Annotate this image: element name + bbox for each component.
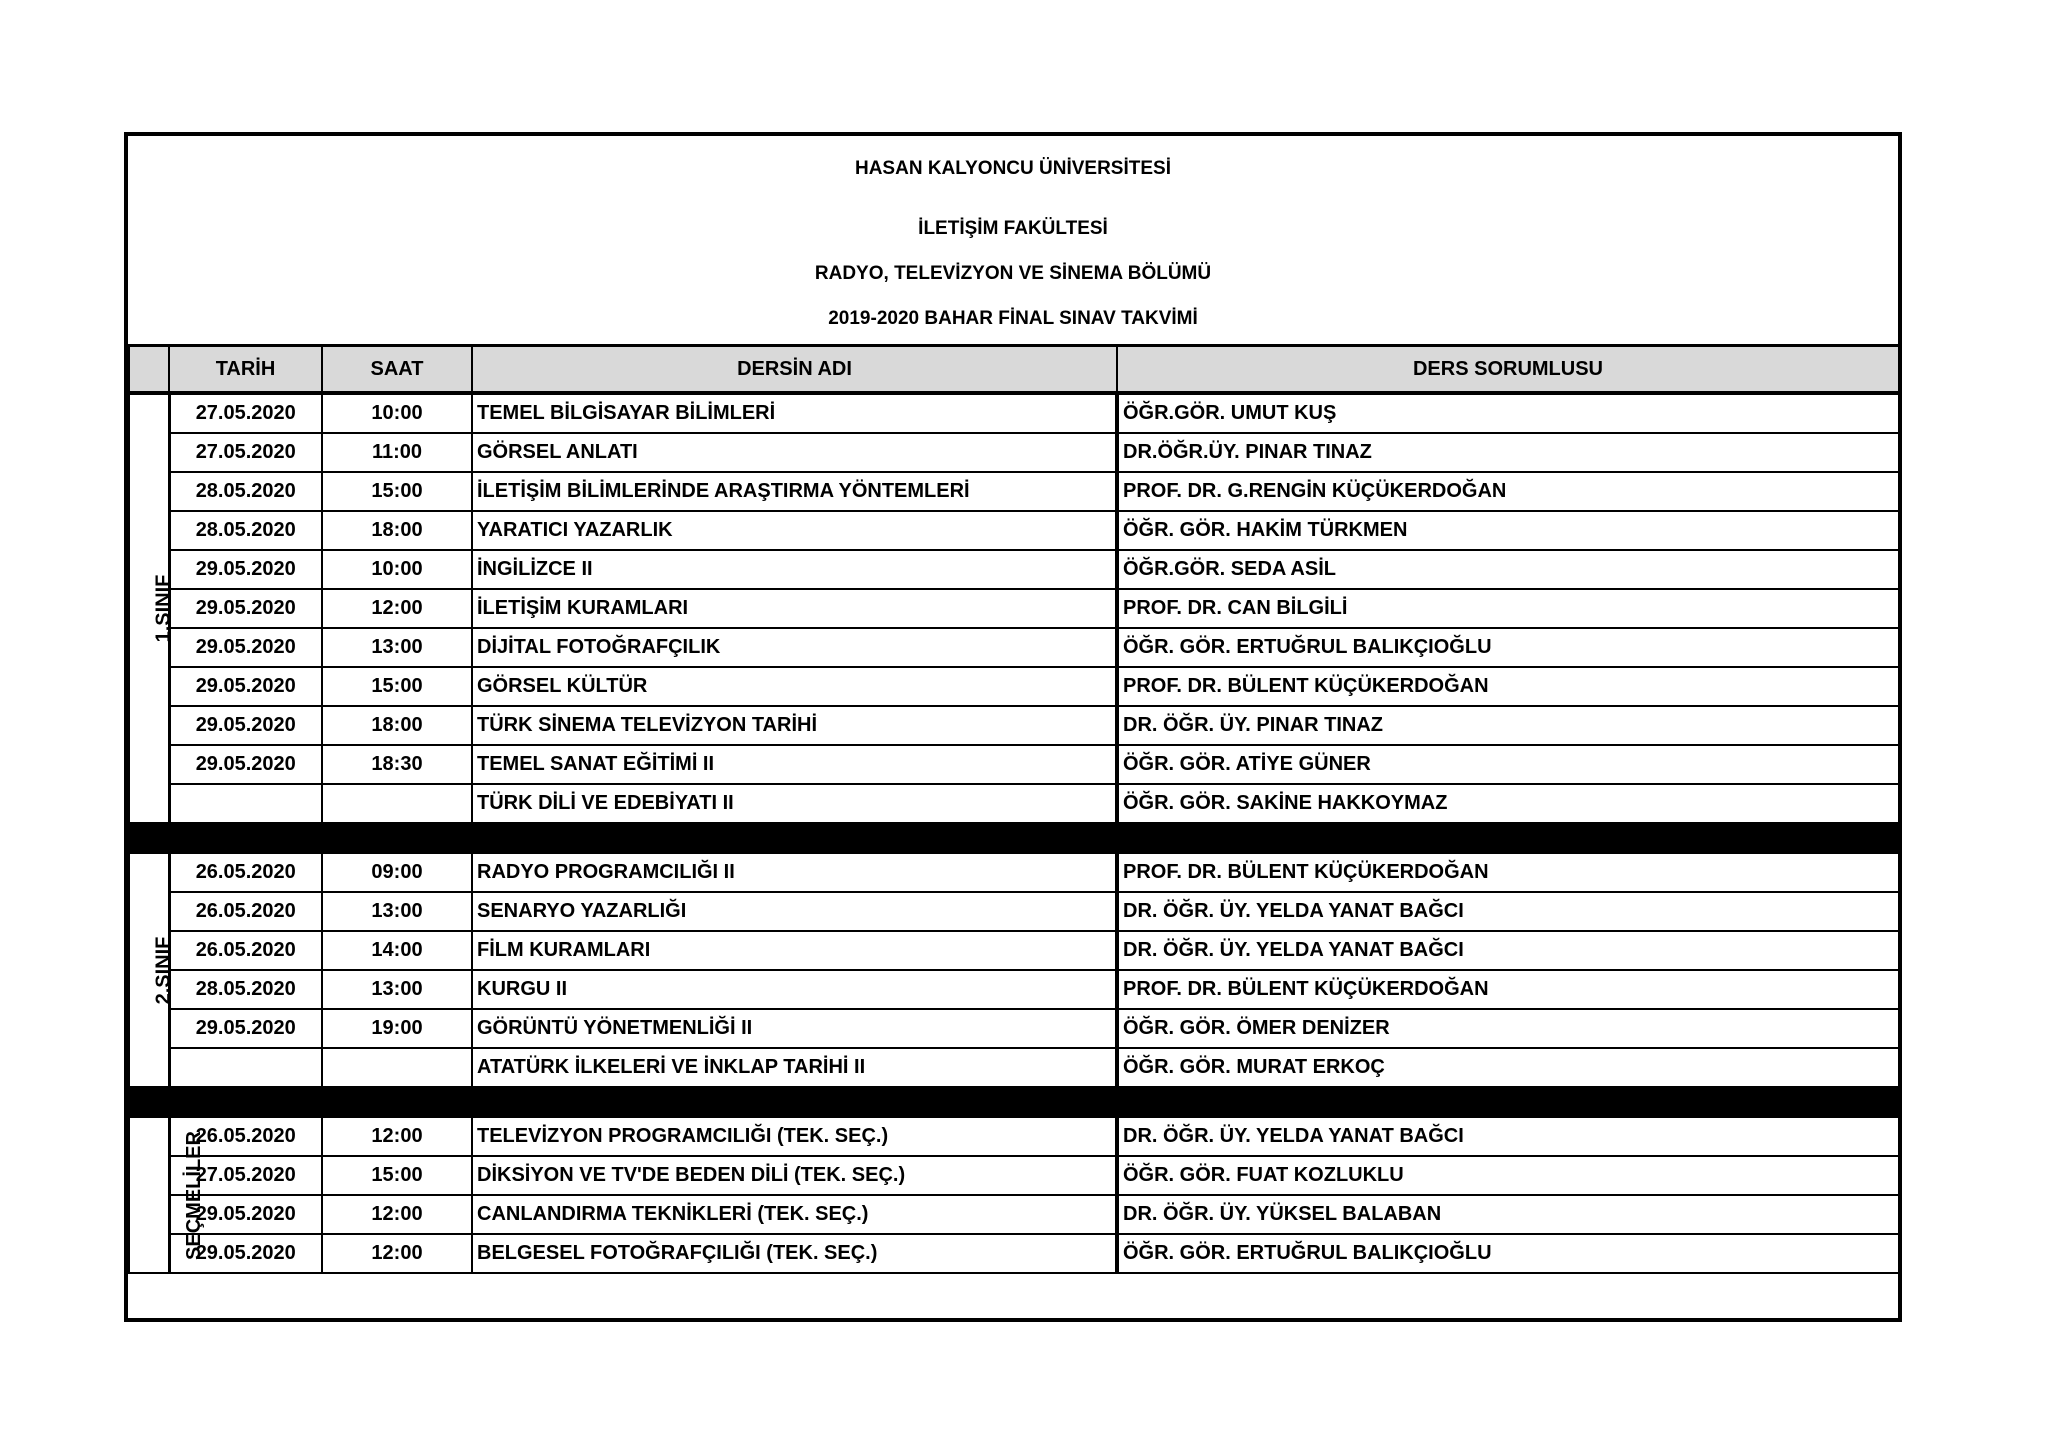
- instructor-cell: ÖĞR. GÖR. ÖMER DENİZER: [1117, 1009, 1899, 1048]
- time-cell: 12:00: [322, 589, 472, 628]
- table-row: [129, 706, 1899, 745]
- date-cell: 26.05.2020: [169, 1117, 322, 1156]
- table-row: [129, 472, 1899, 511]
- course-cell: İNGİLİZCE II: [472, 550, 1117, 589]
- column-header-time: SAAT: [322, 346, 472, 394]
- instructor-cell: DR. ÖĞR. ÜY. YELDA YANAT BAĞCI: [1117, 1117, 1899, 1156]
- time-cell: 13:00: [322, 628, 472, 667]
- course-cell: GÖRSEL KÜLTÜR: [472, 667, 1117, 706]
- time-cell: 12:00: [322, 1195, 472, 1234]
- time-cell: 15:00: [322, 472, 472, 511]
- column-header-instructor: DERS SORUMLUSU: [1117, 346, 1899, 394]
- group-label: 1.SINIF: [152, 574, 175, 643]
- date-cell: 29.05.2020: [169, 1009, 322, 1048]
- date-cell: 26.05.2020: [169, 892, 322, 931]
- instructor-cell: PROF. DR. G.RENGİN KÜÇÜKERDOĞAN: [1117, 472, 1899, 511]
- instructor-cell: DR. ÖĞR. ÜY. YELDA YANAT BAĞCI: [1117, 931, 1899, 970]
- instructor-cell: DR. ÖĞR. ÜY. YELDA YANAT BAĞCI: [1117, 892, 1899, 931]
- instructor-cell: DR. ÖĞR. ÜY. YÜKSEL BALABAN: [1117, 1195, 1899, 1234]
- column-header-course: DERSİN ADI: [472, 346, 1117, 394]
- date-cell: 28.05.2020: [169, 970, 322, 1009]
- time-cell: 18:00: [322, 706, 472, 745]
- course-cell: BELGESEL FOTOĞRAFÇILIĞI (TEK. SEÇ.): [472, 1234, 1117, 1273]
- date-cell: 29.05.2020: [169, 667, 322, 706]
- date-cell: [169, 784, 322, 823]
- time-cell: 15:00: [322, 667, 472, 706]
- course-cell: YARATICI YAZARLIK: [472, 511, 1117, 550]
- table-row: [129, 1234, 1899, 1273]
- exam-schedule-sheet: [124, 132, 1902, 1322]
- table-row: [129, 1117, 1899, 1156]
- date-cell: 26.05.2020: [169, 853, 322, 892]
- faculty-name: İLETİŞİM FAKÜLTESİ: [918, 218, 1108, 239]
- table-row: [129, 784, 1899, 823]
- time-cell: 13:00: [322, 892, 472, 931]
- instructor-cell: ÖĞR. GÖR. MURAT ERKOÇ: [1117, 1048, 1899, 1087]
- date-cell: 27.05.2020: [169, 1156, 322, 1195]
- table-row: [129, 393, 1899, 433]
- group-label-cell: [129, 1117, 205, 1273]
- time-cell: 12:00: [322, 1117, 472, 1156]
- table-row: [129, 970, 1899, 1009]
- instructor-cell: PROF. DR. CAN BİLGİLİ: [1117, 589, 1899, 628]
- time-cell: 13:00: [322, 970, 472, 1009]
- date-cell: 29.05.2020: [169, 1234, 322, 1273]
- course-cell: DİJİTAL FOTOĞRAFÇILIK: [472, 628, 1117, 667]
- table-row: [129, 589, 1899, 628]
- group-label: SEÇMELİLER: [182, 1130, 205, 1260]
- date-cell: 29.05.2020: [169, 589, 322, 628]
- separator-bar: [129, 1087, 1899, 1117]
- instructor-cell: PROF. DR. BÜLENT KÜÇÜKERDOĞAN: [1117, 667, 1899, 706]
- date-cell: 29.05.2020: [169, 550, 322, 589]
- course-cell: İLETİŞİM KURAMLARI: [472, 589, 1117, 628]
- table-row: [129, 511, 1899, 550]
- separator-bar: [129, 823, 1899, 853]
- course-cell: SENARYO YAZARLIĞI: [472, 892, 1117, 931]
- instructor-cell: DR. ÖĞR. ÜY. PINAR TINAZ: [1117, 706, 1899, 745]
- table-row: [129, 1195, 1899, 1234]
- course-cell: ATATÜRK İLKELERİ VE İNKLAP TARİHİ II: [472, 1048, 1117, 1087]
- header-row: [129, 346, 1899, 394]
- time-cell: 12:00: [322, 1234, 472, 1273]
- course-cell: İLETİŞİM BİLİMLERİNDE ARAŞTIRMA YÖNTEMLERİ: [472, 472, 1117, 511]
- instructor-cell: PROF. DR. BÜLENT KÜÇÜKERDOĞAN: [1117, 853, 1899, 892]
- time-cell: 18:30: [322, 745, 472, 784]
- date-cell: 29.05.2020: [169, 628, 322, 667]
- date-cell: 27.05.2020: [169, 433, 322, 472]
- time-cell: [322, 784, 472, 823]
- schedule-title: 2019-2020 BAHAR FİNAL SINAV TAKVİMİ: [828, 308, 1198, 329]
- course-cell: CANLANDIRMA TEKNİKLERİ (TEK. SEÇ.): [472, 1195, 1117, 1234]
- course-cell: TEMEL SANAT EĞİTİMİ II: [472, 745, 1117, 784]
- group-label-cell: [129, 853, 175, 1087]
- course-cell: GÖRÜNTÜ YÖNETMENLİĞİ II: [472, 1009, 1117, 1048]
- date-cell: 29.05.2020: [169, 1195, 322, 1234]
- course-cell: TÜRK SİNEMA TELEVİZYON TARİHİ: [472, 706, 1117, 745]
- title-block: [128, 136, 1898, 347]
- instructor-cell: ÖĞR. GÖR. SAKİNE HAKKOYMAZ: [1117, 784, 1899, 823]
- time-cell: 19:00: [322, 1009, 472, 1048]
- time-cell: 18:00: [322, 511, 472, 550]
- course-cell: TÜRK DİLİ VE EDEBİYATI II: [472, 784, 1117, 823]
- table-row: [129, 667, 1899, 706]
- university-name: HASAN KALYONCU ÜNİVERSİTESİ: [854, 158, 1171, 179]
- time-cell: 09:00: [322, 853, 472, 892]
- group-label: 2.SINIF: [152, 936, 175, 1004]
- group-label-cell: [129, 393, 175, 823]
- time-cell: [322, 1048, 472, 1087]
- instructor-cell: DR.ÖĞR.ÜY. PINAR TINAZ: [1117, 433, 1899, 472]
- instructor-cell: ÖĞR. GÖR. ERTUĞRUL BALIKÇIOĞLU: [1117, 628, 1899, 667]
- course-cell: TEMEL BİLGİSAYAR BİLİMLERİ: [472, 393, 1117, 433]
- table-row: [129, 1156, 1899, 1195]
- course-cell: RADYO PROGRAMCILIĞI II: [472, 853, 1117, 892]
- course-cell: DİKSİYON VE TV'DE BEDEN DİLİ (TEK. SEÇ.): [472, 1156, 1117, 1195]
- column-header-date: TARİH: [169, 346, 322, 394]
- instructor-cell: ÖĞR. GÖR. ATİYE GÜNER: [1117, 745, 1899, 784]
- table-row: [129, 433, 1899, 472]
- course-cell: GÖRSEL ANLATI: [472, 433, 1117, 472]
- table-row: [129, 892, 1899, 931]
- date-cell: 29.05.2020: [169, 745, 322, 784]
- instructor-cell: ÖĞR.GÖR. UMUT KUŞ: [1117, 393, 1899, 433]
- instructor-cell: PROF. DR. BÜLENT KÜÇÜKERDOĞAN: [1117, 970, 1899, 1009]
- instructor-cell: ÖĞR. GÖR. FUAT KOZLUKLU: [1117, 1156, 1899, 1195]
- table-row: [129, 628, 1899, 667]
- instructor-cell: ÖĞR. GÖR. ERTUĞRUL BALIKÇIOĞLU: [1117, 1234, 1899, 1273]
- instructor-cell: ÖĞR.GÖR. SEDA ASİL: [1117, 550, 1899, 589]
- department-name: RADYO, TELEVİZYON VE SİNEMA BÖLÜMÜ: [814, 263, 1212, 284]
- instructor-cell: ÖĞR. GÖR. HAKİM TÜRKMEN: [1117, 511, 1899, 550]
- schedule-table: [128, 344, 1900, 1274]
- group-separator: [129, 1087, 1899, 1117]
- date-cell: 29.05.2020: [169, 706, 322, 745]
- date-cell: 28.05.2020: [169, 511, 322, 550]
- time-cell: 15:00: [322, 1156, 472, 1195]
- table-row: [129, 931, 1899, 970]
- course-cell: KURGU II: [472, 970, 1117, 1009]
- course-cell: TELEVİZYON PROGRAMCILIĞI (TEK. SEÇ.): [472, 1117, 1117, 1156]
- group-separator: [129, 823, 1899, 853]
- time-cell: 10:00: [322, 393, 472, 433]
- table-row: [129, 1048, 1899, 1087]
- date-cell: 27.05.2020: [169, 393, 322, 433]
- table-row: [129, 1009, 1899, 1048]
- table-row: [129, 853, 1899, 892]
- date-cell: 26.05.2020: [169, 931, 322, 970]
- header-corner-cell: [129, 346, 169, 394]
- date-cell: [169, 1048, 322, 1087]
- time-cell: 14:00: [322, 931, 472, 970]
- course-cell: FİLM KURAMLARI: [472, 931, 1117, 970]
- time-cell: 10:00: [322, 550, 472, 589]
- table-row: [129, 550, 1899, 589]
- table-row: [129, 745, 1899, 784]
- date-cell: 28.05.2020: [169, 472, 322, 511]
- time-cell: 11:00: [322, 433, 472, 472]
